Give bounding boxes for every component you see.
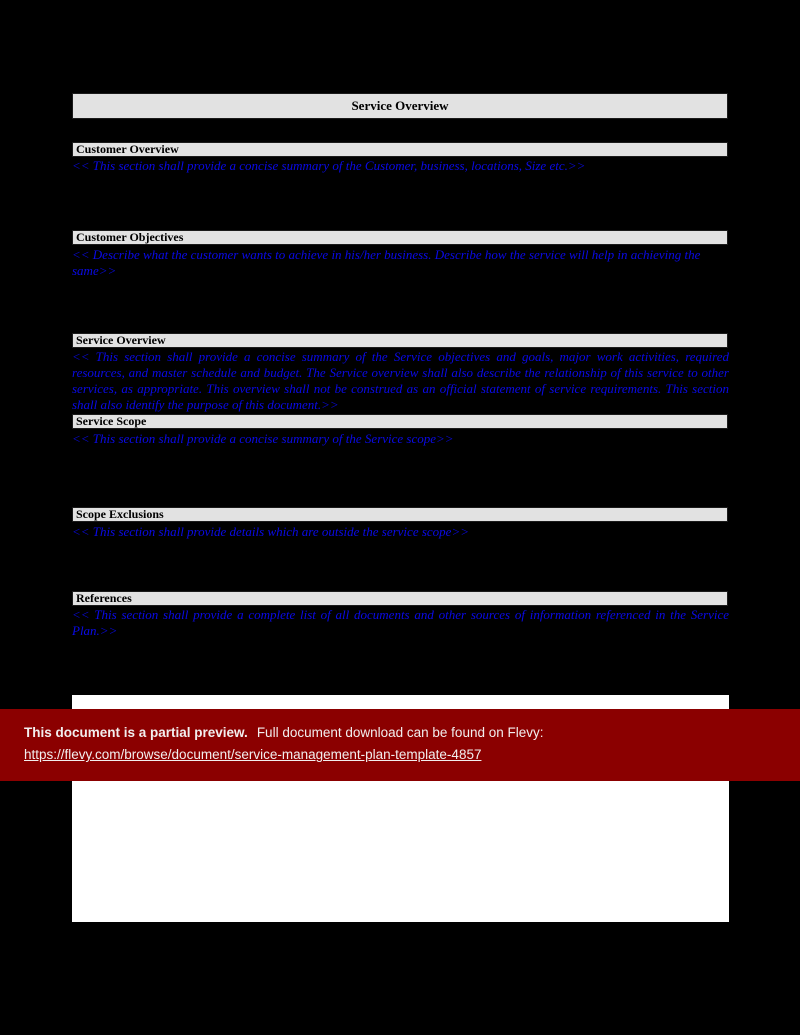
section-header-customer-overview: Customer Overview xyxy=(72,142,728,157)
section-header-references: References xyxy=(72,591,728,606)
section-placeholder-scope-exclusions: << This section shall provide details which are outside the service scope>> xyxy=(72,524,469,539)
banner-message-bold: This document is a partial preview. xyxy=(24,725,248,740)
section-placeholder-service-overview: << This section shall provide a concise summary of the Service objectives and goals, major work activities, required resources, and master schedule and budget. The Service overview shall also describe the relationship of this service to other services, as appropriate. This overview shall not be construed as an official statement of service requirements. This section shall also identify the purpose of this document.>> xyxy=(72,349,729,412)
section-placeholder-references: << This section shall provide a complete list of all documents and other sources of information referenced in the Service Plan.>> xyxy=(72,607,729,638)
document-title-bar: Service Overview xyxy=(72,93,728,119)
section-placeholder-customer-objectives: << Describe what the customer wants to achieve in his/her business. Describe how the service will help in achieving the same>> xyxy=(72,247,701,278)
section-placeholder-customer-overview: << This section shall provide a concise summary of the Customer, business, locations, Size etc.>> xyxy=(72,158,586,173)
banner-message xyxy=(24,722,780,744)
section-header-service-overview: Service Overview xyxy=(72,333,728,348)
section-header-scope-exclusions: Scope Exclusions xyxy=(72,507,728,522)
preview-banner xyxy=(0,709,800,781)
section-header-service-scope: Service Scope xyxy=(72,414,728,429)
section-header-customer-objectives: Customer Objectives xyxy=(72,230,728,245)
section-placeholder-service-scope: << This section shall provide a concise summary of the Service scope>> xyxy=(72,431,454,446)
banner-message-regular: Full document download can be found on Flevy: xyxy=(256,725,544,740)
banner-link-row xyxy=(24,744,780,766)
flevy-download-link[interactable]: https://flevy.com/browse/document/service-management-plan-template-4857 xyxy=(24,747,482,762)
